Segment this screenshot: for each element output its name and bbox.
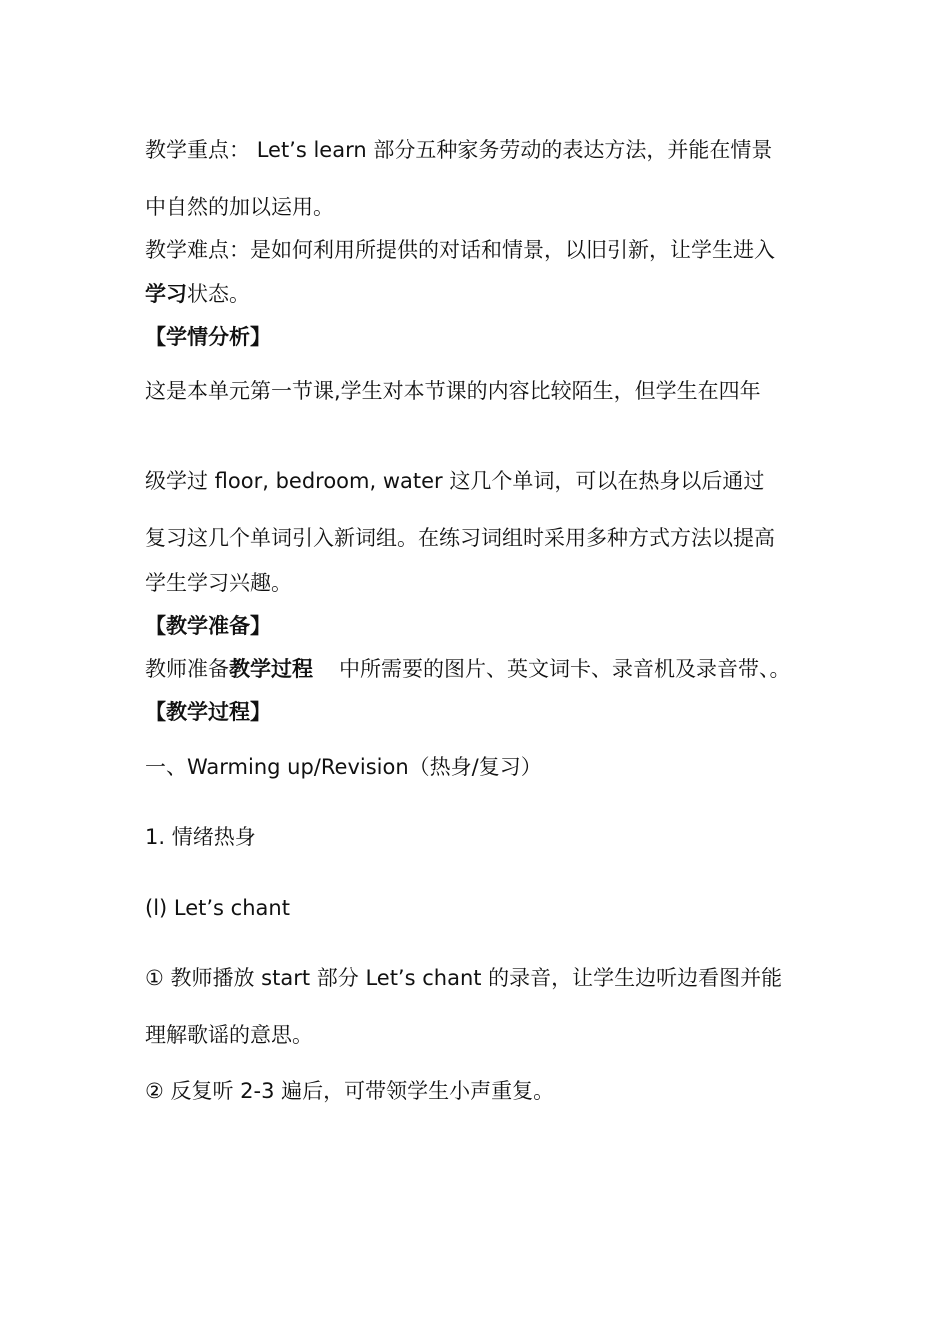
preparation-rest: 中所需要的图片、英文词卡、录音机及录音带、。 <box>339 657 791 681</box>
difficulties-line-2 <box>145 280 250 308</box>
process-step-1-line-1: ① 教师播放 start 部分 Let’s chant 的录音，让学生边听边看图并能 <box>145 966 783 990</box>
process-section-1: 一、Warming up/Revision（热身/复习） <box>145 755 542 779</box>
key-points-line-2: 中自然的加以运用。 <box>145 195 334 219</box>
analysis-line-3: 复习这几个单词引入新词组。在练习词组时采用多种方式方法以提高 <box>145 526 775 550</box>
process-step-2: ② 反复听 2-3 遍后，可带领学生小声重复。 <box>145 1079 555 1103</box>
analysis-line-4: 学生学习兴趣。 <box>145 571 292 595</box>
key-points-label: 教学重点： <box>145 138 250 162</box>
key-points-line-1 <box>145 136 772 164</box>
difficulties-bold-prefix: 学习 <box>145 282 187 306</box>
preparation-heading: 【教学准备】 <box>145 614 271 638</box>
analysis-line-2: 级学过 floor, bedroom, water 这几个单词，可以在热身以后通过 <box>145 469 765 493</box>
key-points-text: Let’s learn 部分五种家务劳动的表达方法，并能在情景 <box>256 138 773 162</box>
process-sub-1: (l) Let’s chant <box>145 896 290 920</box>
process-item-1: 1. 情绪热身 <box>145 825 256 849</box>
difficulties-line-1: 教学难点：是如何利用所提供的对话和情景，以旧引新，让学生进入 <box>145 238 775 262</box>
process-step-1-line-2: 理解歌谣的意思。 <box>145 1023 313 1047</box>
analysis-heading: 【学情分析】 <box>145 325 271 349</box>
preparation-prefix: 教师准备 <box>145 657 229 681</box>
process-heading: 【教学过程】 <box>145 700 271 724</box>
preparation-line <box>145 655 791 683</box>
preparation-bold: 教学过程 <box>229 657 313 681</box>
difficulties-rest: 状态。 <box>187 282 250 306</box>
analysis-line-1: 这是本单元第一节课,学生对本节课的内容比较陌生，但学生在四年 <box>145 379 761 403</box>
